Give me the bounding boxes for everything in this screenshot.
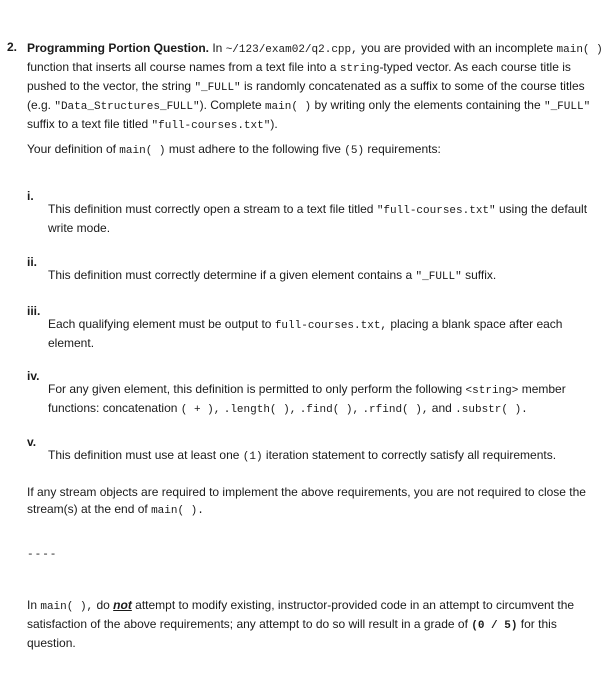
intro-text: is randomly concatenated as a suffix to some of the course titles (e.g. bbox=[27, 79, 585, 112]
requirement-span: placing a blank space after each element. bbox=[48, 317, 563, 350]
warning-text: In bbox=[27, 598, 41, 612]
requirement-span: iteration statement to correctly satisfy all requirements. bbox=[262, 448, 557, 462]
requirement-span: This definition must correctly open a stream to a text file titled bbox=[48, 202, 377, 216]
question-number: 2. bbox=[7, 40, 18, 54]
code-example: "Data_Structures_FULL" bbox=[54, 101, 200, 113]
emphasis-not: not bbox=[113, 598, 132, 612]
requirement-text bbox=[48, 447, 605, 466]
question-intro bbox=[27, 40, 605, 135]
intro-text: suffix to a text file titled bbox=[27, 117, 152, 131]
code-string-tag: <string> bbox=[465, 385, 519, 397]
code-concat: ( + ), bbox=[180, 404, 221, 416]
requirement-numeral: i. bbox=[27, 189, 34, 203]
requirement-span: This definition must use at least one bbox=[48, 448, 243, 462]
warning-text: for this question. bbox=[27, 617, 557, 650]
code-count: (1) bbox=[242, 451, 263, 463]
code-count: (5) bbox=[344, 145, 365, 157]
requirement-span: using the default write mode. bbox=[48, 202, 588, 235]
code-find: .find( ), bbox=[299, 404, 360, 416]
code-main: main( ), bbox=[40, 601, 94, 613]
requirement-numeral: iv. bbox=[27, 369, 40, 383]
intro-text: function that inserts all course names from a text file into a bbox=[27, 60, 340, 74]
warning-text: do bbox=[93, 598, 114, 612]
intro-text: -typed vector. As each course title is pushed to the vector, the string bbox=[27, 60, 571, 93]
code-grade: (0 / 5) bbox=[471, 620, 518, 632]
code-full-suffix: "_FULL" bbox=[194, 82, 241, 94]
code-filename: "full-courses.txt" bbox=[151, 120, 271, 132]
definition-text: requirements: bbox=[364, 142, 441, 156]
requirement-span: and bbox=[428, 401, 456, 415]
final-warning bbox=[27, 597, 597, 652]
definition-text: Your definition of bbox=[27, 142, 120, 156]
code-filename: full-courses.txt, bbox=[274, 320, 388, 332]
definition-text: must adhere to the following five bbox=[165, 142, 345, 156]
requirement-text bbox=[48, 381, 605, 419]
requirement-span: For any given element, this definition is permitted to only perform the following bbox=[48, 382, 466, 396]
code-rfind: .rfind( ), bbox=[362, 404, 429, 416]
code-main: main( ) bbox=[264, 101, 312, 113]
code-full-suffix: "_FULL" bbox=[543, 101, 591, 113]
intro-text: you are provided with an incomplete bbox=[357, 41, 557, 55]
requirement-numeral: ii. bbox=[27, 255, 38, 269]
code-main: main( ) bbox=[556, 44, 603, 56]
requirement-numeral: iii. bbox=[27, 304, 41, 318]
intro-text: ). Complete bbox=[199, 98, 265, 112]
intro-text: by writing only the elements containing the bbox=[311, 98, 544, 112]
separator-dashes: ---- bbox=[27, 549, 58, 561]
code-length: .length( ), bbox=[223, 404, 297, 416]
requirement-text bbox=[48, 267, 605, 286]
code-string: string bbox=[339, 63, 380, 75]
requirement-span: member functions: concatenation bbox=[48, 382, 566, 415]
intro-text: In bbox=[209, 41, 226, 55]
code-full-suffix: "_FULL" bbox=[415, 271, 462, 283]
requirement-numeral: v. bbox=[27, 435, 37, 449]
file-path: ~/123/exam02/q2.cpp, bbox=[225, 44, 358, 56]
code-main: main( ). bbox=[151, 505, 204, 517]
closing-note bbox=[27, 484, 602, 520]
code-filename: "full-courses.txt" bbox=[376, 205, 496, 217]
code-substr: .substr( ). bbox=[455, 404, 528, 416]
requirement-text bbox=[48, 201, 605, 237]
separator bbox=[27, 545, 57, 564]
requirement-text bbox=[48, 316, 605, 352]
warning-text: attempt to modify existing, instructor-provided code in an attempt to circumvent the satisfaction of the above requirements; any attempt to do so will result in a grade of bbox=[27, 598, 575, 631]
definition-intro bbox=[27, 141, 597, 160]
code-main: main( ) bbox=[119, 145, 166, 157]
requirement-span: This definition must correctly determine if a given element contains a bbox=[48, 268, 416, 282]
intro-text: ). bbox=[270, 117, 278, 131]
closing-text: If any stream objects are required to implement the above requirements, you are not required to close the stream(s) at the end of bbox=[27, 485, 586, 516]
requirement-span: Each qualifying element must be output to bbox=[48, 317, 275, 331]
question-title: Programming Portion Question. bbox=[27, 41, 210, 55]
requirement-span: suffix. bbox=[461, 268, 497, 282]
